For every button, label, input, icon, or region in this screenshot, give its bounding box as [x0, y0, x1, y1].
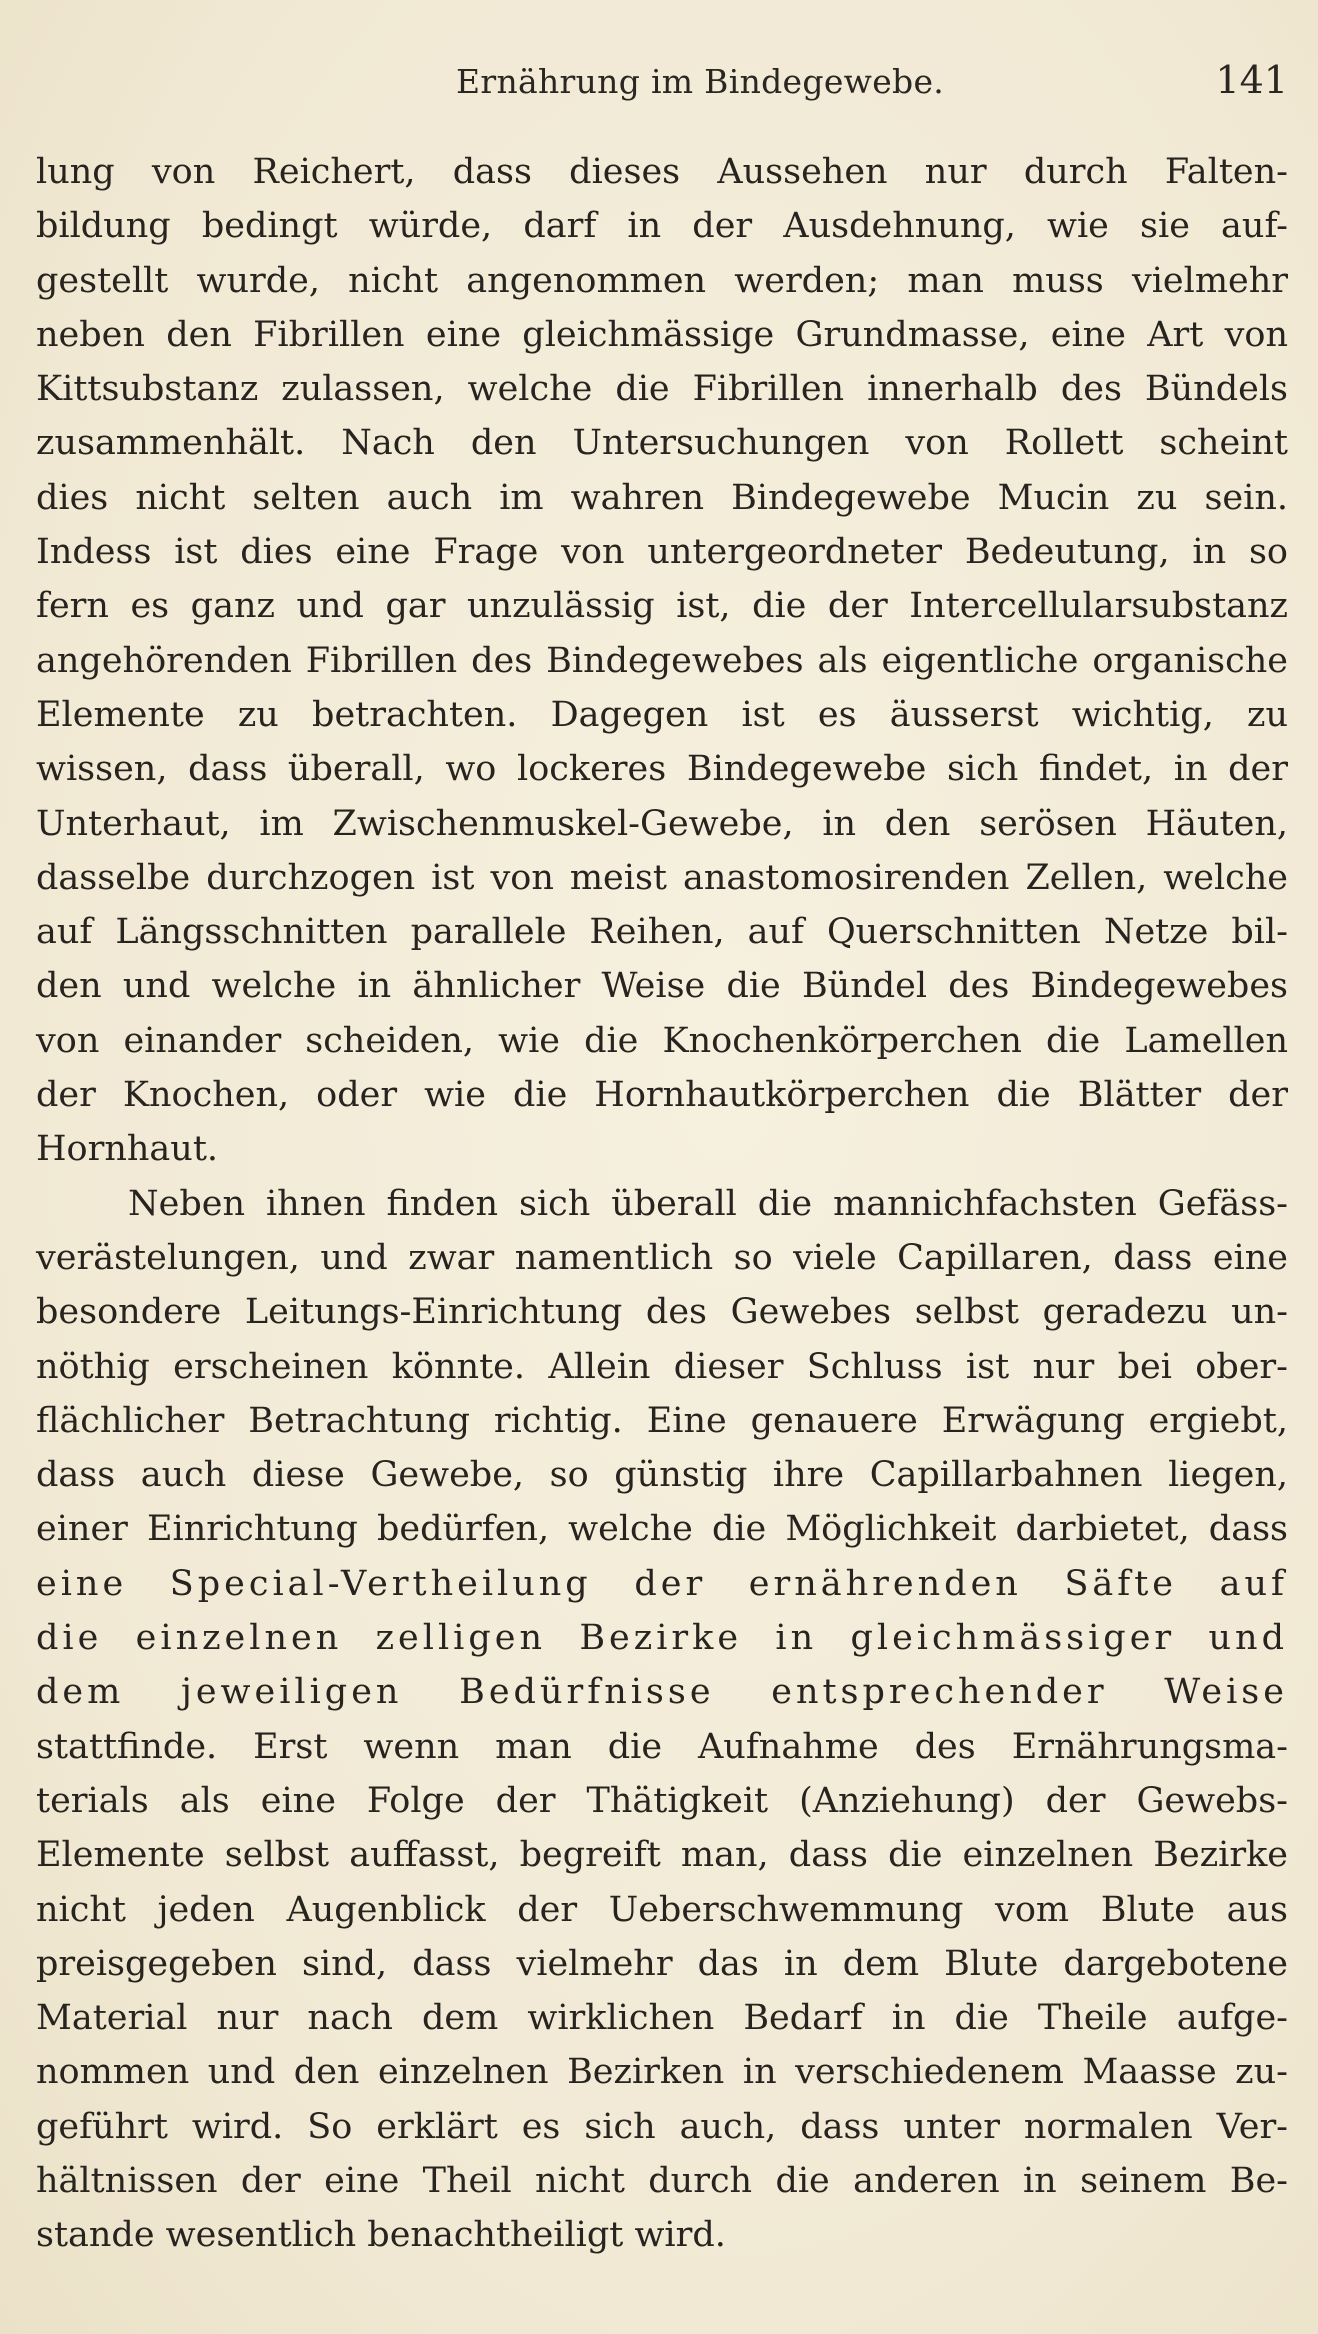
text-line: lung von Reichert, dass dieses Aussehen nur durch Falten-: [36, 152, 1288, 192]
text-line: flächlicher Betrachtung richtig. Eine genauere Erwägung ergiebt,: [36, 1400, 1288, 1441]
text-line: dies nicht selten auch im wahren Bindegewebe Mucin zu sein.: [36, 477, 1288, 518]
text-line: Material nur nach dem wirklichen Bedarf in die Theile aufge-: [36, 1998, 1288, 2039]
text-line: geführt wird. So erklärt es sich auch, dass unter normalen Ver-: [36, 2106, 1288, 2147]
text-line: Elemente zu betrachten. Dagegen ist es äusserst wichtig, zu: [36, 694, 1288, 735]
paragraph-start-line: Neben ihnen finden sich überall die mannichfachsten Gefäss-: [128, 1183, 1288, 1224]
text-line: Kittsubstanz zulassen, welche die Fibrillen innerhalb des Bündels: [36, 369, 1288, 410]
text-line: dasselbe durchzogen ist von meist anastomosirenden Zellen, welche: [36, 857, 1288, 898]
text-line: terials als eine Folge der Thätigkeit (Anziehung) der Gewebs-: [36, 1780, 1288, 1821]
text-line: stattfinde. Erst wenn man die Aufnahme des Ernährungsma-: [36, 1726, 1288, 1767]
text-line: nöthig erscheinen könnte. Allein dieser Schluss ist nur bei ober-: [36, 1346, 1288, 1387]
text-line: fern es ganz und gar unzulässig ist, die der Intercellularsubstanz: [36, 586, 1288, 627]
text-line: verästelungen, und zwar namentlich so viele Capillaren, dass eine: [36, 1237, 1288, 1278]
spaced-text-line: dem jeweiligen Bedürfnisse entsprechender Weise: [36, 1672, 1288, 1713]
text-line: Indess ist dies eine Frage von untergeordneter Bedeutung, in so: [36, 532, 1288, 573]
text-line: preisgegeben sind, dass vielmehr das in dem Blute dargebotene: [36, 1943, 1288, 1984]
paragraph-end-line: stande wesentlich benachtheiligt wird.: [36, 2215, 726, 2256]
body-text: [36, 145, 1288, 2263]
text-line: nommen und den einzelnen Bezirken in verschiedenem Maasse zu-: [36, 2052, 1288, 2093]
paragraph-end-line: Hornhaut.: [36, 1129, 219, 1170]
running-title: Ernährung im Bindegewebe.: [456, 62, 945, 101]
text-line: neben den Fibrillen eine gleichmässige Grundmasse, eine Art von: [36, 314, 1288, 355]
text-line: angehörenden Fibrillen des Bindegewebes als eigentliche organische: [36, 640, 1288, 681]
spaced-text-line: eine Special-Vertheilung der ernährenden Säfte auf: [36, 1563, 1288, 1604]
page-number: 141: [1215, 58, 1288, 102]
text-line: auf Längsschnitten parallele Reihen, auf Querschnitten Netze bil-: [36, 912, 1288, 953]
text-line: besondere Leitungs-Einrichtung des Gewebes selbst geradezu un-: [36, 1292, 1288, 1333]
text-line: zusammenhält. Nach den Untersuchungen von Rollett scheint: [36, 423, 1288, 464]
text-line: bildung bedingt würde, darf in der Ausdehnung, wie sie auf-: [36, 206, 1288, 247]
text-line: der Knochen, oder wie die Hornhautkörperchen die Blätter der: [36, 1075, 1288, 1116]
page-header: [36, 58, 1288, 118]
text-line: einer Einrichtung bedürfen, welche die Möglichkeit darbietet, dass: [36, 1509, 1288, 1550]
text-line: Unterhaut, im Zwischenmuskel-Gewebe, in den serösen Häuten,: [36, 803, 1288, 844]
text-line: hältnissen der eine Theil nicht durch die anderen in seinem Be-: [36, 2160, 1288, 2201]
text-line: Elemente selbst auffasst, begreift man, dass die einzelnen Bezirke: [36, 1835, 1288, 1876]
spaced-text-line: die einzelnen zelligen Bezirke in gleichmässiger und: [36, 1618, 1288, 1659]
text-line: wissen, dass überall, wo lockeres Bindegewebe sich findet, in der: [36, 749, 1288, 790]
text-line: dass auch diese Gewebe, so günstig ihre Capillarbahnen liegen,: [36, 1455, 1288, 1496]
text-line: den und welche in ähnlicher Weise die Bündel des Bindegewebes: [36, 966, 1288, 1007]
text-line: nicht jeden Augenblick der Ueberschwemmung vom Blute aus: [36, 1889, 1288, 1930]
text-line: von einander scheiden, wie die Knochenkörperchen die Lamellen: [36, 1020, 1288, 1061]
text-line: gestellt wurde, nicht angenommen werden; man muss vielmehr: [36, 260, 1288, 301]
